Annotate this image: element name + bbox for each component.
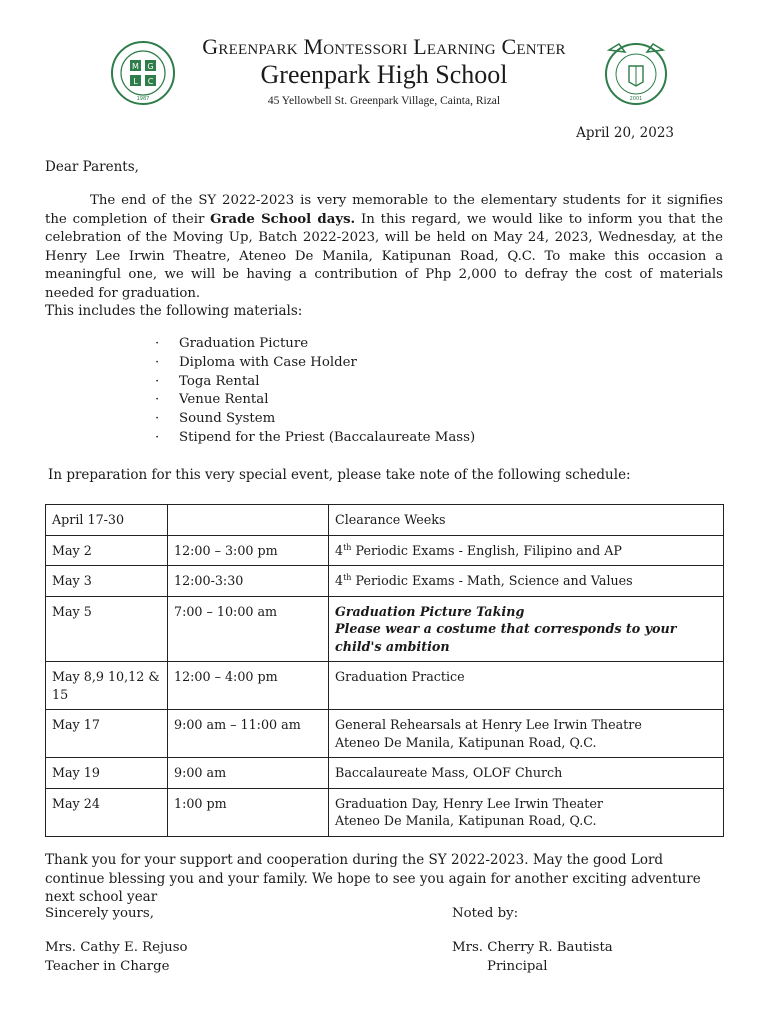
svg-text:L: L <box>133 77 138 86</box>
school-address: 45 Yellowbell St. Greenpark Village, Cainta, Rizal <box>267 95 501 107</box>
left-logo-year: 1987 <box>136 96 150 102</box>
svg-text:M: M <box>132 62 139 71</box>
table-row: May 24 1:00 pm Graduation Day, Henry Lee Irwin Theater Ateneo De Manila, Katipunan Road, Q.C. <box>46 788 724 836</box>
list-item: · Stipend for the Priest (Baccalaureate Mass) <box>155 429 476 445</box>
principal-role: Principal <box>487 959 548 974</box>
teacher-name: Mrs. Cathy E. Rejuso <box>45 940 188 955</box>
table-row: May 5 7:00 – 10:00 am Graduation Picture Taking Please wear a costume that corresponds to your child's ambition <box>46 596 724 662</box>
grade-school-bold: Grade School days. <box>210 211 356 227</box>
materials-list <box>155 335 475 448</box>
schedule-table <box>45 504 724 837</box>
list-item: · Diploma with Case Holder <box>155 354 357 370</box>
noted-line: Noted by: <box>452 906 519 921</box>
right-logo-year: 2001 <box>629 96 643 102</box>
table-row: May 2 12:00 – 3:00 pm 4th Periodic Exams - English, Filipino and AP <box>46 535 724 566</box>
table-row: May 19 9:00 am Baccalaureate Mass, OLOF Church <box>46 758 724 789</box>
table-row: May 3 12:00-3:30 4th Periodic Exams - Math, Science and Values <box>46 566 724 597</box>
table-row: May 17 9:00 am – 11:00 am General Rehearsals at Henry Lee Irwin Theatre Ateneo De Manila, Katipunan Road, Q.C. <box>46 710 724 758</box>
includes-line: This includes the following materials: <box>45 303 303 319</box>
body-paragraph: The end of the SY 2022-2023 is very memorable to the elementary students for it signifies the completion of their Grade School days. In this regard, we would like to inform you that the celebration of the Moving Up, Batch 2022-2023, will be held on May 24, 2023, Wednesday, at the Henry Lee Irwin Theatre, Ateneo De Manila, Katipunan Road, Q.C. To make this occasion a meaningful one, we will be having a contribution of Php 2,000 to defray the cost of materials needed for graduation. <box>45 193 723 301</box>
list-item: · Graduation Picture <box>155 336 309 351</box>
svg-text:G: G <box>147 62 154 71</box>
thanks-paragraph: Thank you for your support and cooperation during the SY 2022-2023. May the good Lord continue blessing you and your family. We hope to see you again for another exciting adventure next school year <box>45 852 701 906</box>
school-name: Greenpark High School <box>260 60 508 89</box>
svg-text:C: C <box>147 77 154 86</box>
teacher-role: Teacher in Charge <box>45 959 170 974</box>
table-row: May 8,9 10,12 & 15 12:00 – 4:00 pm Graduation Practice <box>46 662 724 710</box>
list-item: · Venue Rental <box>155 392 269 408</box>
list-item: · Sound System <box>155 411 276 427</box>
list-item: · Toga Rental <box>155 373 260 389</box>
salutation: Dear Parents, <box>45 159 139 175</box>
table-row: April 17-30 Clearance Weeks <box>46 505 724 536</box>
schedule-intro: In preparation for this very special event, please take note of the following schedule: <box>48 467 631 483</box>
sincerely-line: Sincerely yours, <box>45 906 154 921</box>
principal-name: Mrs. Cherry R. Bautista <box>452 940 613 955</box>
org-name: Greenpark Montessori Learning Center <box>202 34 566 59</box>
letter-date: April 20, 2023 <box>576 125 674 141</box>
